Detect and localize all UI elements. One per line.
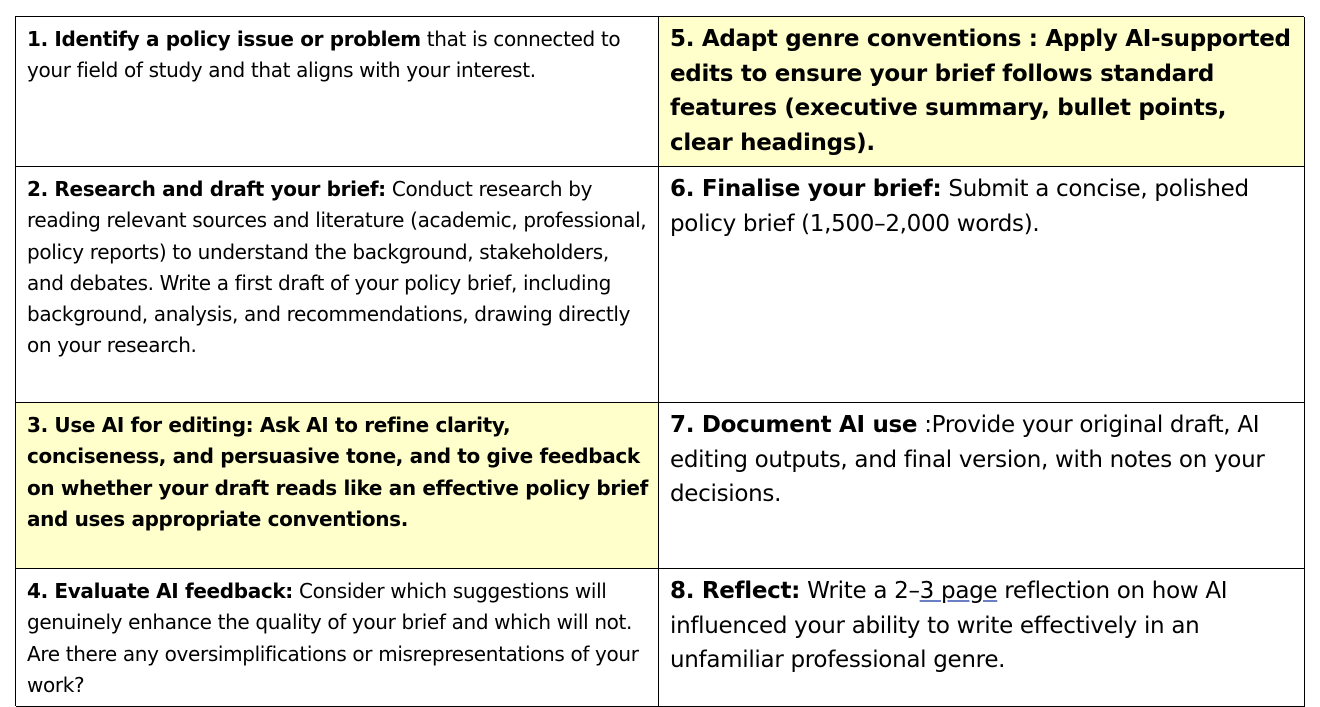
step-8-cell xyxy=(659,569,1305,707)
step-7-text: :Provide your original draft, AI editing outputs, and final version, with notes on your decisions. xyxy=(670,412,1265,507)
step-7-heading: 7. Document AI use xyxy=(670,412,918,438)
step-3-cell xyxy=(16,403,659,569)
step-4-text: Consider which suggestions will genuinely enhance the quality of your brief and which will not. Are there any oversimplifications or misrepresentations of your work? xyxy=(27,579,639,697)
step-7-cell xyxy=(659,403,1305,569)
step-8-text-a: Write a 2– xyxy=(800,578,920,604)
step-4-heading: 4. Evaluate AI feedback: xyxy=(27,579,293,603)
step-8-text-b: reflection on how AI influenced your ability to write effectively in an unfamiliar professional genre. xyxy=(670,578,1228,673)
step-4-cell xyxy=(16,569,659,707)
step-6-heading: 6. Finalise your brief: xyxy=(670,176,942,202)
step-6-text: Submit a concise, polished policy brief (1,500–2,000 words). xyxy=(670,176,1249,237)
step-1-text: that is connected to your field of study and that aligns with your interest. xyxy=(27,27,621,83)
step-1-heading: 1. Identify a policy issue or problem xyxy=(27,27,421,51)
step-5-cell xyxy=(659,17,1305,167)
step-2-text: Conduct research by reading relevant sources and literature (academic, professional, policy reports) to understand the background, stakeholders, and debates. Write a first draft of your policy brief, including background, analysis, and recommendations, drawing directly on your research. xyxy=(27,177,647,358)
assignment-steps-table xyxy=(15,16,1304,706)
step-2-heading: 2. Research and draft your brief: xyxy=(27,177,386,201)
step-3-heading: 3. Use AI for editing: Ask AI to refine clarity, conciseness, and persuasive tone, and to give feedback on whether your draft reads like an effective policy brief and uses appropriate conventions. xyxy=(27,413,648,531)
step-8-heading: 8. Reflect: xyxy=(670,578,801,604)
step-5-heading: 5. Adapt genre conventions : Apply AI-supported edits to ensure your brief follows standard features (executive summary, bullet points, clear headings). xyxy=(670,26,1291,156)
step-6-cell xyxy=(659,167,1305,403)
step-2-cell xyxy=(16,167,659,403)
step-8-underlined-text: 3 page xyxy=(919,578,998,604)
step-1-cell xyxy=(16,17,659,167)
